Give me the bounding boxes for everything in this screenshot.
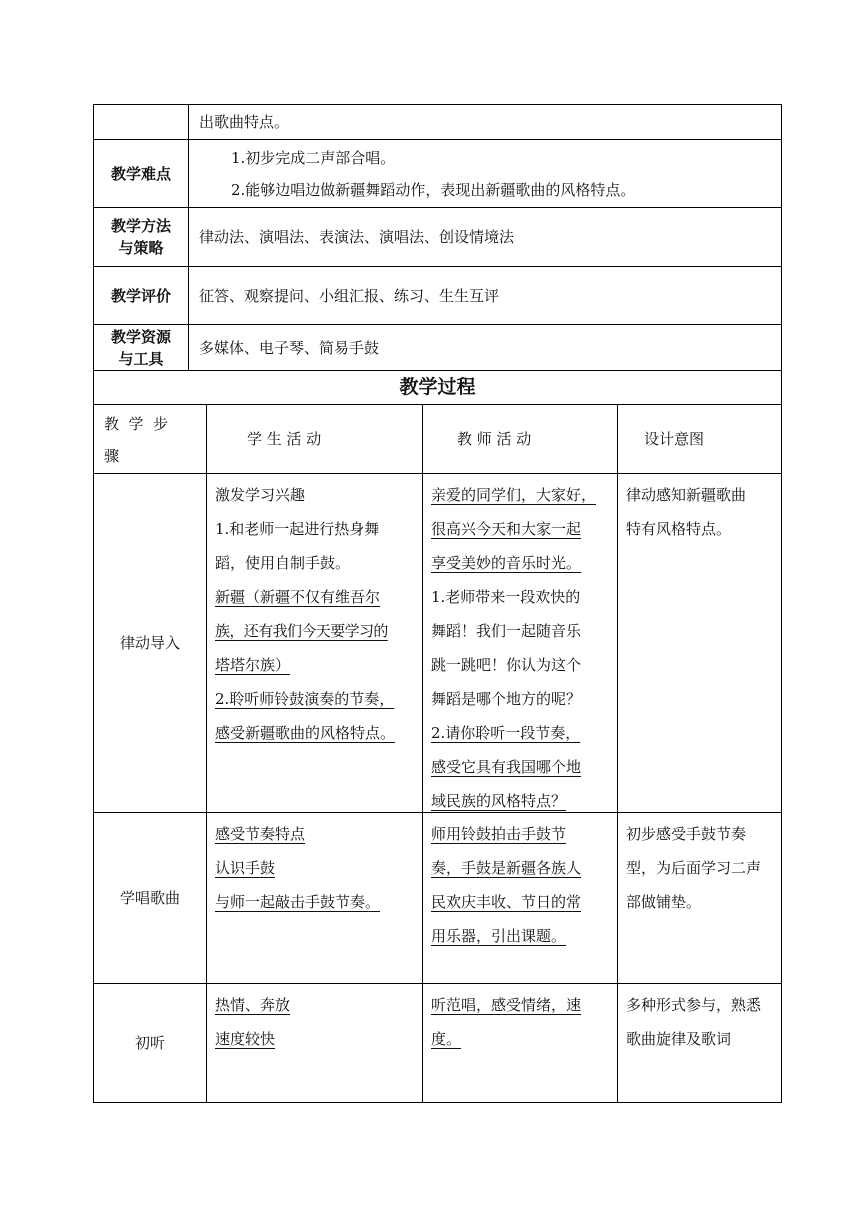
step-cell: 学唱歌曲 [119, 889, 180, 907]
difficulty-content: 1.初步完成二声部合唱。 2.能够边唱边做新疆舞蹈动作，表现出新疆歌曲的风格特点。 [231, 149, 636, 199]
process-title: 教学过程 [399, 376, 476, 398]
table-border-bottom [93, 1102, 782, 1103]
methods-label: 教学方法 与策略 [110, 217, 171, 257]
resources-label: 教学资源 与工具 [110, 327, 171, 368]
methods-content: 律动法、演唱法、表演法、演唱法、创设情境法 [199, 228, 515, 246]
evaluation-content: 征答、观察提问、小组汇报、练习、生生互评 [199, 286, 500, 305]
header-design-intent: 设计意图 [644, 430, 705, 448]
step-cell: 律动导入 [119, 634, 180, 652]
teacher-activity-cell: 亲爱的同学们，大家好， 很高兴今天和大家一起 享受美妙的音乐时光。 1.老师带来一段欢快的 舞蹈！我们一起随音乐 跳一跳吧！你认为这个 舞蹈是哪个地方的呢？ 2.请你聆听一段节奏， 感受它具有我国哪个地 域民族的风格特点？ [431, 486, 597, 810]
student-activity-cell: 激发学习兴趣 1.和老师一起进行热身舞 蹈，使用自制手鼓。 新疆（新疆不仅有维吾尔 族，还有我们今天要学习的 塔塔尔族） 2.聆听师铃鼓演奏的节奏， 感受新疆歌曲的风格特点。 [215, 486, 396, 742]
resources-content: 多媒体、电子琴、简易手鼓 [199, 338, 380, 357]
teacher-activity-cell: 听范唱，感受情绪，速 度。 [431, 996, 582, 1048]
student-activity-cell: 感受节奏特点 认识手鼓 与师一起敲击手鼓节奏。 [215, 825, 381, 911]
student-activity-cell: 热情、奔放 速度较快 [215, 996, 291, 1048]
design-intent-cell: 律动感知新疆歌曲 特有风格特点。 [626, 486, 747, 538]
header-student-activity: 学 生 活 动 [247, 430, 322, 448]
evaluation-label: 教学评价 [110, 286, 171, 305]
difficulty-label: 教学难点 [110, 164, 171, 183]
header-step: 教 学 步 骤 [104, 415, 169, 465]
design-intent-cell: 初步感受手鼓节奏 型，为后面学习二声 部做铺垫。 [626, 825, 762, 911]
header-teacher-activity: 教 师 活 动 [457, 430, 532, 448]
table-border-right [781, 104, 782, 1103]
teacher-activity-cell: 师用铃鼓拍击手鼓节 奏，手鼓是新疆各族人 民欢庆丰收、节日的常 用乐器，引出课题。 [431, 825, 582, 945]
continuation-text: 出歌曲特点。 [199, 113, 290, 131]
design-intent-cell: 多种形式参与，熟悉 歌曲旋律及歌词 [626, 996, 762, 1048]
step-cell: 初听 [134, 1034, 165, 1052]
